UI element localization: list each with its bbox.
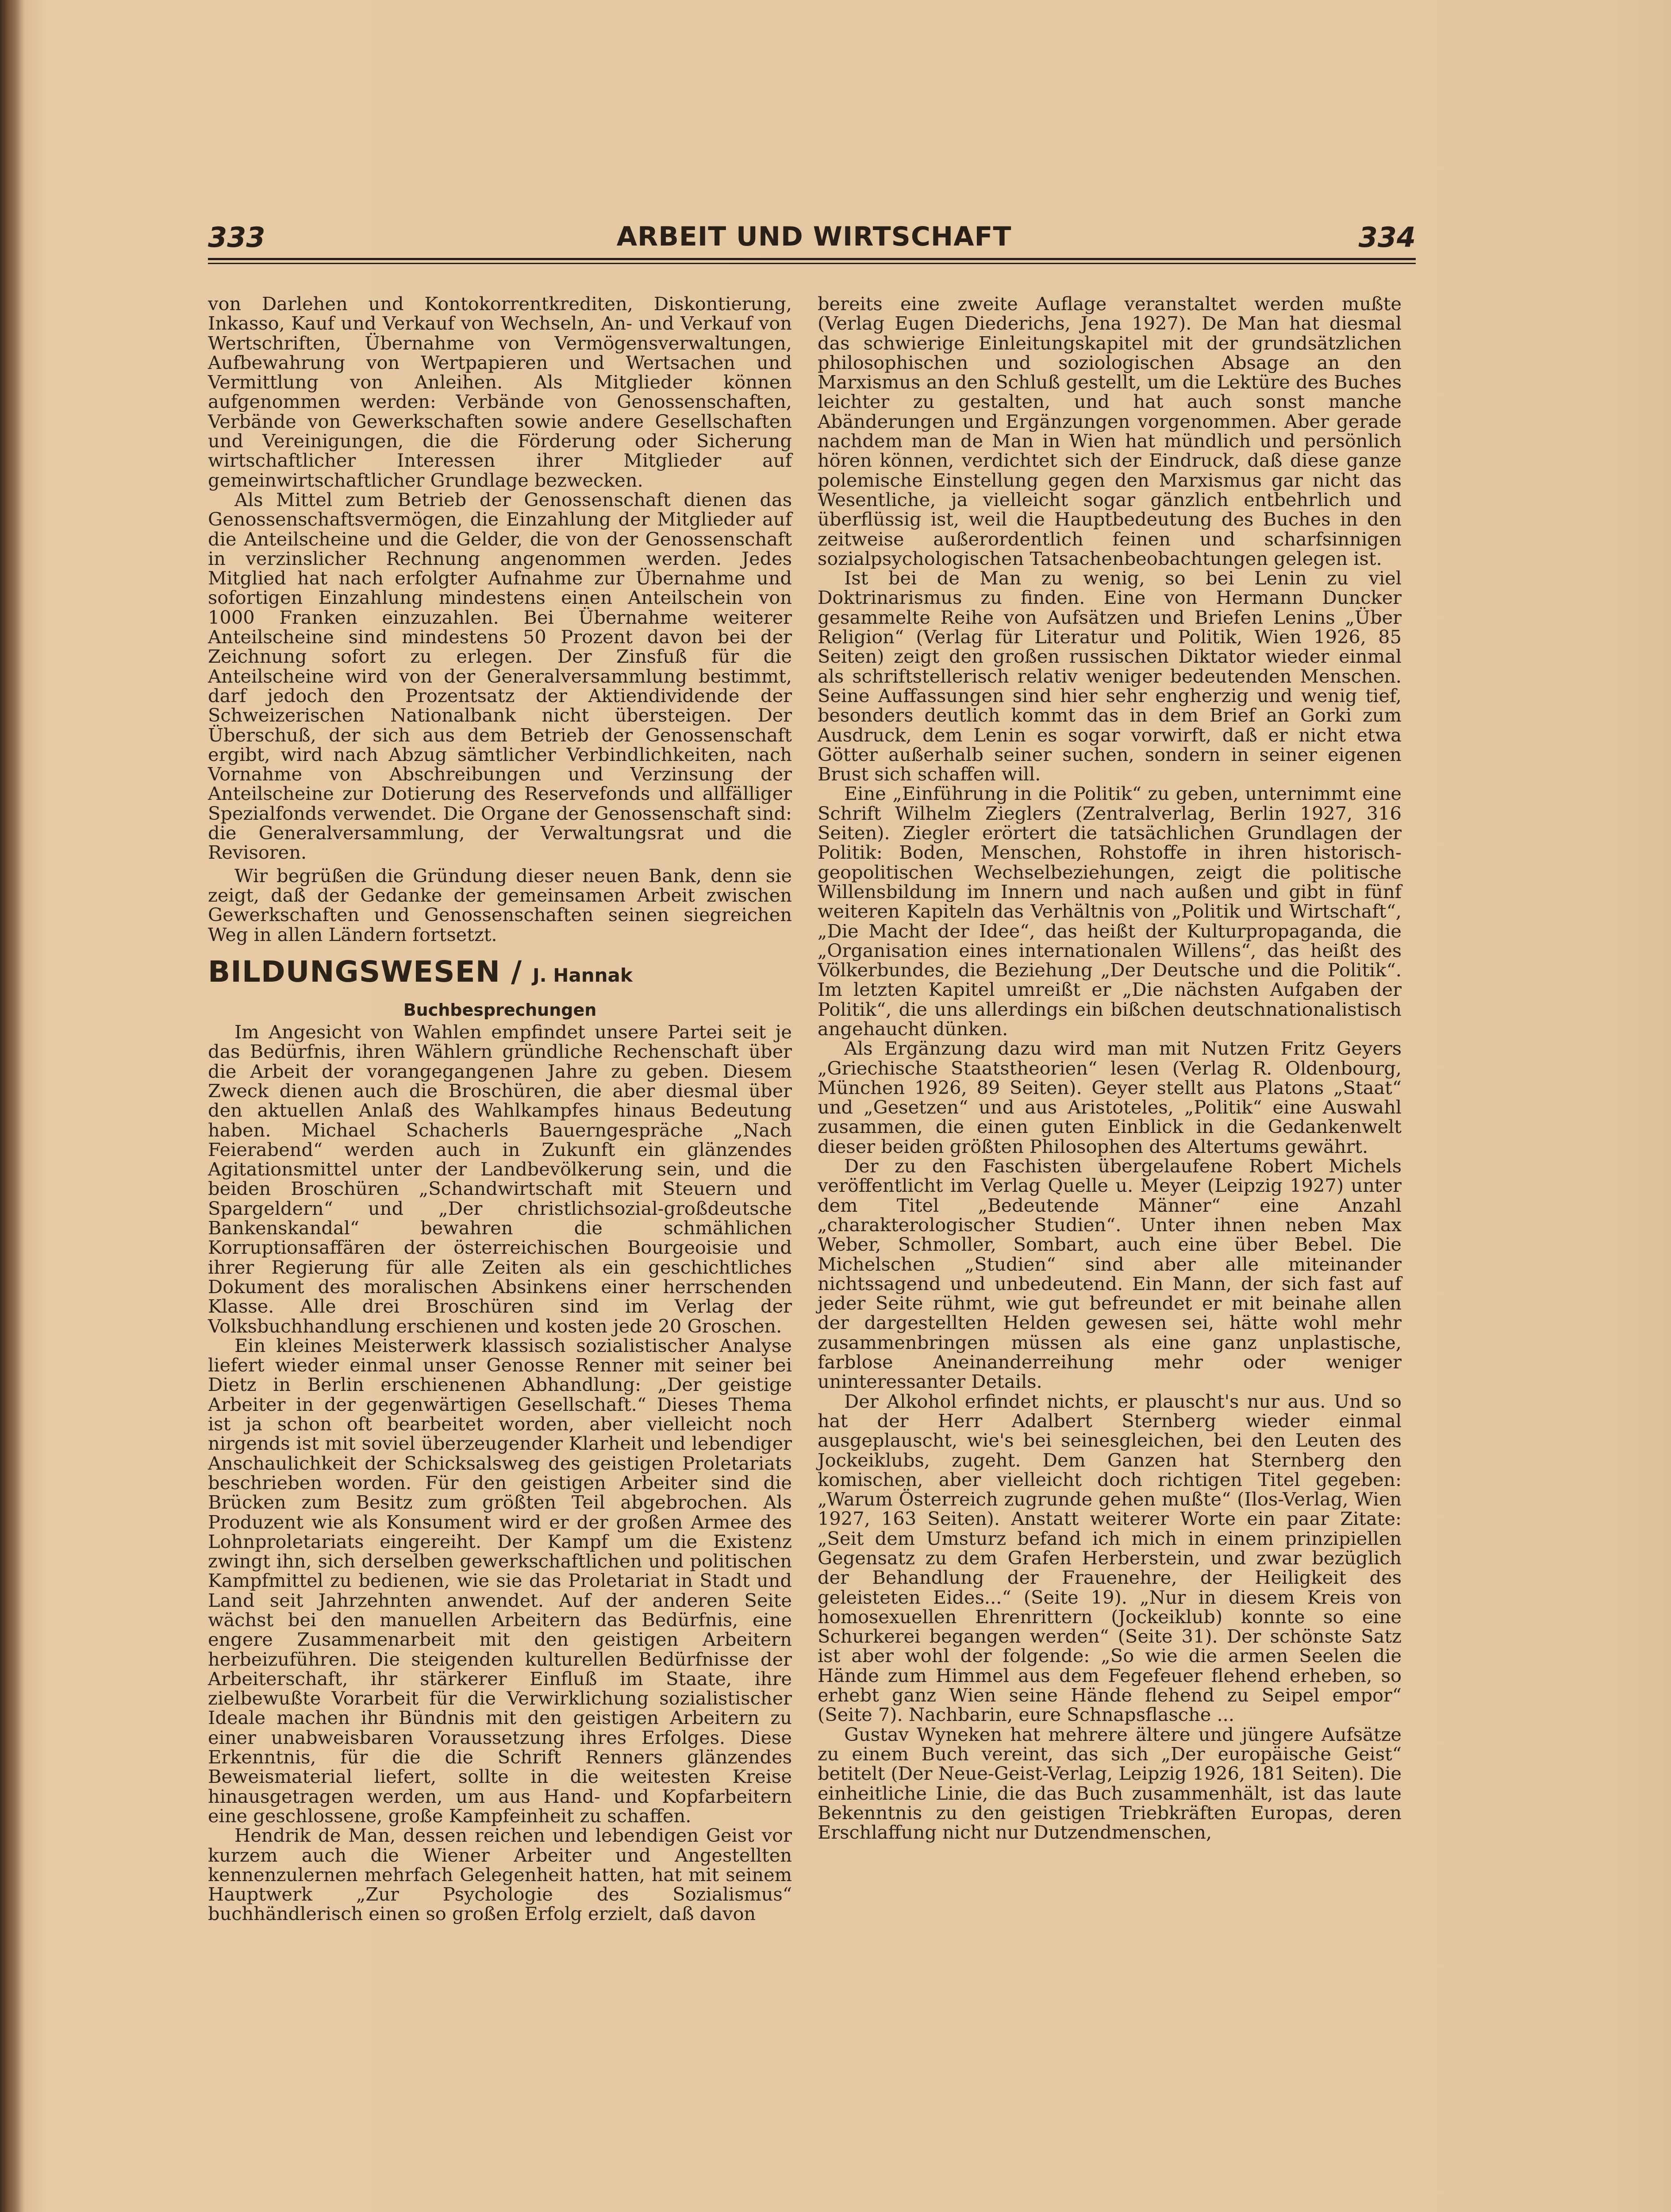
section-title: BILDUNGSWESEN / — [208, 954, 533, 989]
left-column — [208, 294, 792, 1924]
paragraph: Eine „Einführung in die Politik“ zu geben, unternimmt eine Schrift Wilhelm Zieglers (Zentralverlag, Berlin 1927, 316 Seiten). Ziegler erörtert die tatsächlichen Grundlagen der Politik: Boden, Menschen, Rohstoffe in ihren historisch-geopolitischen Wechselbeziehungen, zeigt die politische Willensbildung im Innern und nach außen und gibt in fünf weiteren Kapiteln das Verhältnis von „Politik und Wirtschaft“, „Die Macht der Idee“, das heißt der Kulturpropaganda, die „Organisation eines internationalen Willens“, das heißt des Völkerbundes, die Beziehung „Der Deutsche und die Politik“. Im letzten Kapitel umreißt er „Die nächsten Aufgaben der Politik“, die uns allerdings ein bißchen deutschnationalistisch angehaucht dünken. — [818, 783, 1402, 1040]
paragraph: Ist bei de Man zu wenig, so bei Lenin zu viel Doktrinarismus zu finden. Eine von Hermann Duncker gesammelte Reihe von Aufsätzen und Briefen Lenins „Über Religion“ (Verlag für Literatur und Politik, Wien 1926, 85 Seiten) zeigt den großen russischen Diktator wieder einmal als schriftstellerisch relativ weniger bedeutenden Menschen. Seine Auffassungen sind hier sehr engherzig und wenig tief, besonders deutlich kommt das in dem Brief an Gorki zum Ausdruck, dem Lenin es sogar vorwirft, daß er nicht etwa Götter außerhalb seiner suchen, sondern in seiner eigenen Brust sich schaffen will. — [818, 567, 1402, 785]
journal-title: ARBEIT UND WIRTSCHAFT — [616, 221, 1012, 252]
paragraph: Der Alkohol erfindet nichts, er plauscht's nur aus. Und so hat der Herr Adalbert Sternberg wieder einmal ausgeplauscht, wie's bei seinesgleichen, bei den Leuten des Jockeiklubs, zugeht. Dem Ganzen hat Sternberg den komischen, aber vielleicht doch richtigen Titel gegeben: „Warum Österreich zugrunde gehen mußte“ (Ilos-Verlag, Wien 1927, 163 Seiten). Anstatt weiterer Worte ein paar Zitate: „Seit dem Umsturz befand ich mich in einem prinzipiellen Gegensatz zu dem Grafen Herberstein, und zwar bezüglich der Behandlung der Frauenehre, der Heiligkeit des geleisteten Eides...“ (Seite 19). „Nur in diesem Kreis von homosexuellen Ehrenrittern (Jockeiklub) konnte so eine Schurkerei begangen werden“ (Seite 31). Der schönste Satz ist aber wohl der folgende: „So wie die armen Seelen die Hände zum Himmel aus dem Fegefeuer flehend erheben, so erhebt ganz Wien seine Hände flehend zu Seipel empor“ (Seite 7). Nachbarin, eure Schnapsflasche ... — [818, 1390, 1402, 1726]
section-heading — [208, 954, 792, 998]
binding-shadow — [0, 0, 25, 2212]
paragraph: bereits eine zweite Auflage veranstaltet werden mußte (Verlag Eugen Diederichs, Jena 1927). De Man hat diesmal das schwierige Einleitungskapitel mit der grundsätzlichen philosophischen und soziologischen Absage an den Marxismus an den Schluß gestellt, um die Lektüre des Buches leichter zu gestalten, und hat auch sonst manche Abänderungen und Ergänzungen vorgenommen. Aber gerade nachdem man de Man in Wien hat mündlich und persönlich hören können, verdichtet sich der Eindruck, daß diese ganze polemische Einstellung gegen den Marxismus gar nicht das Wesentliche, ja vielleicht sogar gänzlich entbehrlich und überflüssig ist, weil die Hauptbedeutung des Buches in den zeitweise außerordentlich feinen und scharfsinnigen sozialpsychologischen Tatsachenbeobachtungen gelegen ist. — [818, 293, 1402, 569]
paragraph: Als Ergänzung dazu wird man mit Nutzen Fritz Geyers „Griechische Staatstheorien“ lesen (Verlag R. Oldenbourg, München 1926, 89 Seiten). Geyer stellt aus Platons „Staat“ und „Gesetzen“ und aus Aristoteles, „Politik“ eine Auswahl zusammen, die einen guten Einblick in die Gedankenwelt dieser beiden größten Philosophen des Altertums gewährt. — [818, 1037, 1402, 1157]
page-number-left: 333 — [208, 221, 265, 253]
subheading: Buchbesprechungen — [403, 1000, 597, 1020]
paragraph: Im Angesicht von Wahlen empfindet unsere Partei seit je das Bedürfnis, ihren Wählern gründliche Rechenschaft über die Arbeit der vorangegangenen Jahre zu geben. Diesem Zweck dienen auch die Broschüren, die aber diesmal über den aktuellen Anlaß des Wahlkampfes hinaus Bedeutung haben. Michael Schacherls Bauerngespräche „Nach Feierabend“ werden auch in Zukunft ein glänzendes Agitationsmittel unter der Landbevölkerung sein, und die beiden Broschüren „Schandwirtschaft mit Steuern und Spargeldern“ und „Der christlichsozial-großdeutsche Bankenskandal“ bewahren die schmählichen Korruptionsaffären der österreichischen Bourgeoisie und ihrer Regierung für alle Zeiten als ein geschichtliches Dokument des moralischen Absinkens einer herrschenden Klasse. Alle drei Broschüren sind im Verlag der Volksbuchhandlung erschienen und kosten jede 20 Groschen. — [208, 1021, 792, 1337]
paragraph: Ein kleines Meisterwerk klassisch sozialistischer Analyse liefert wieder einmal unser Genosse Renner mit seiner bei Dietz in Berlin erschienenen Abhandlung: „Der geistige Arbeiter in der gegenwärtigen Gesellschaft.“ Dieses Thema ist ja schon oft bearbeitet worden, aber vielleicht noch nirgends ist mit soviel überzeugender Klarheit und lebendiger Anschaulichkeit der Schicksalsweg des geistigen Proletariats beschrieben worden. Für den geistigen Arbeiter sind die Brücken zum Besitz zum größten Teil abgebrochen. Als Produzent wie als Konsument wird er der großen Armee des Lohnproletariats eingereiht. Der Kampf um die Existenz zwingt ihn, sich derselben gewerkschaftlichen und politischen Kampfmittel zu bedienen, wie sie das Proletariat in Stadt und Land seit Jahrzehnten anwendet. Auf der anderen Seite wächst bei den manuellen Arbeitern das Bedürfnis, eine engere Zusammenarbeit mit den geistigen Arbeitern herbeizuführen. Die steigenden kulturellen Bedürfnisse der Arbeiterschaft, ihr stärkerer Einfluß im Staate, ihre zielbewußte Vorarbeit für die Verwirklichung sozialistischer Ideale machen ihr Bündnis mit den geistigen Arbeitern zu einer unabweisbaren Voraussetzung ihres Erfolges. Diese Erkenntnis, für die die Schrift Renners glänzendes Beweismaterial liefert, sollte in die weitesten Kreise hinausgetragen werden, um aus Hand- und Kopfarbeitern eine geschlossene, große Kampfeinheit zu schaffen. — [208, 1334, 792, 1827]
running-head — [208, 221, 1416, 261]
paragraph: Gustav Wyneken hat mehrere ältere und jüngere Aufsätze zu einem Buch vereint, das sich „Der europäische Geist“ betitelt (Der Neue-Geist-Verlag, Leipzig 1926, 181 Seiten). Die einheitliche Linie, die das Buch zusammenhält, ist das laute Bekenntnis zu den geistigen Triebkräften Europas, deren Erschlaffung nicht nur Dutzendmenschen, — [818, 1723, 1402, 1843]
paragraph: Der zu den Faschisten übergelaufene Robert Michels veröffentlicht im Verlag Quelle u. Meyer (Leipzig 1927) unter dem Titel „Bedeutende Männer“ eine Anzahl „charakterologischer Studien“. Unter ihnen neben Max Weber, Schmoller, Sombart, auch eine über Bebel. Die Michelschen „Studien“ sind aber alle miteinander nichtssagend und unbedeutend. Ein Mann, der sich fast auf jeder Seite rühmt, wie gut befreundet er mit beinahe allen der dargestellten Helden gewesen sei, hätte wohl mehr zusammenbringen müssen als eine ganz unplastische, farblose Aneinanderreihung mehr oder weniger uninteressanter Details. — [818, 1155, 1402, 1393]
paragraph: von Darlehen und Kontokorrentkrediten, Diskontierung, Inkasso, Kauf und Verkauf von Wechseln, An- und Verkauf von Wertschriften, Übernahme von Vermögensverwaltungen, Aufbewahrung von Wertpapieren und Wertsachen und Vermittlung von Anleihen. Als Mitglieder können aufgenommen werden: Verbände von Genossenschaften, Verbände von Gewerkschaften sowie andere Gesellschaften und Vereinigungen, die die Förderung oder Sicherung wirtschaftlicher Interessen ihrer Mitglieder auf gemeinwirtschaftlicher Grundlage bezwecken. — [208, 293, 792, 491]
page-number-right: 334 — [1358, 221, 1416, 253]
section-author: J. Hannak — [533, 964, 633, 986]
paragraph: Als Mittel zum Betrieb der Genossenschaft dienen das Genossenschaftsvermögen, die Einzahlung der Mitglieder auf die Anteilscheine und die Gelder, die von der Genossenschaft in verzinslicher Rechnung angenommen werden. Jedes Mitglied hat nach erfolgter Aufnahme zur Übernahme und sofortigen Einzahlung mindestens einen Anteilschein von 1000 Franken einzuzahlen. Bei Übernahme weiterer Anteilscheine sind mindestens 50 Prozent davon bei der Zeichnung sofort zu erlegen. Der Zinsfuß für die Anteilscheine wird von der Generalversammlung bestimmt, darf jedoch den Prozentsatz der Aktiendividende der Schweizerischen Nationalbank nicht übersteigen. Der Überschuß, der sich aus dem Betrieb der Genossenschaft ergibt, wird nach Abzug sämtlicher Verbindlichkeiten, nach Vornahme von Abschreibungen und Verzinsung der Anteilscheine zur Dotierung des Reservefonds und allfälliger Spezialfonds verwendet. Die Organe der Genossenschaft sind: die Generalversammlung, der Verwaltungsrat und die Revisoren. — [208, 488, 792, 864]
right-column — [818, 294, 1402, 1842]
paragraph: Hendrik de Man, dessen reichen und lebendigen Geist vor kurzem auch die Wiener Arbeiter und Angestellten kennenzulernen mehrfach Gelegenheit hatten, hat mit seinem Hauptwerk „Zur Psychologie des Sozialismus“ buchhändlerisch einen so großen Erfolg erzielt, daß davon — [208, 1824, 792, 1925]
header-rule — [208, 258, 1416, 264]
paragraph: Wir begrüßen die Gründung dieser neuen Bank, denn sie zeigt, daß der Gedanke der gemeinsamen Arbeit zwischen Gewerkschaften und Genossenschaften seinen siegreichen Weg in allen Ländern fortsetzt. — [208, 864, 792, 945]
